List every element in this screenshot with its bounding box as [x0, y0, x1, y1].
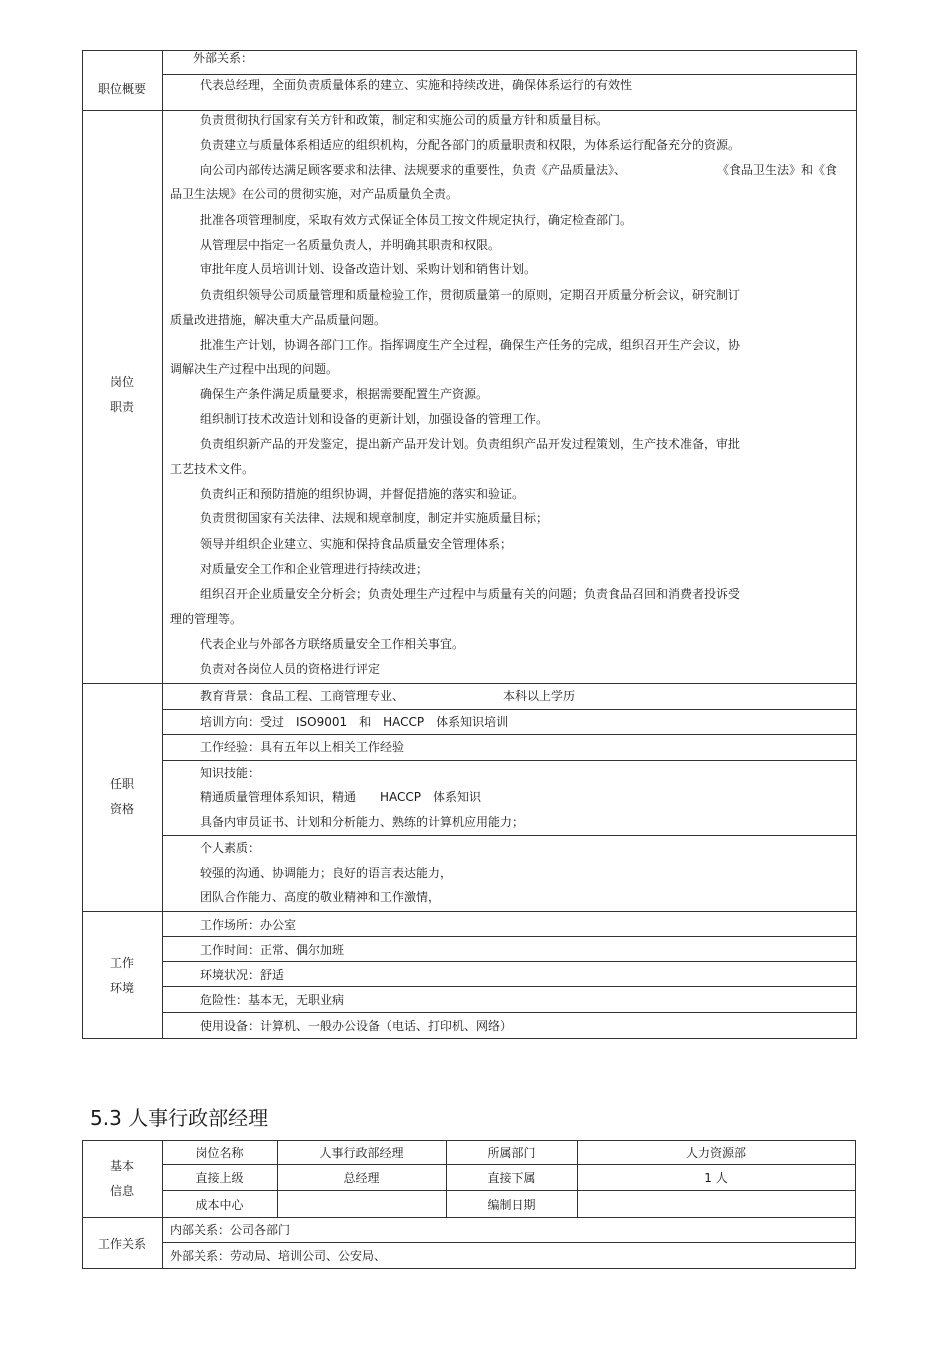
personal-line: 个人素质： — [200, 841, 261, 855]
duty-line: 从管理层中指定一名质量负责人，并明确其职责和权限。 — [200, 238, 501, 252]
training-text: 培训方向：受过 ISO9001 和 HACCP 体系知识培训 — [200, 715, 509, 729]
experience-text: 工作经验：具有五年以上相关工作经验 — [200, 740, 405, 754]
department-label: 所属部门 — [487, 1146, 536, 1160]
basic-info-label-line2: 信息 — [109, 1184, 134, 1198]
environment-label-line1: 工作 — [109, 956, 134, 970]
duty-line: 组织召开企业质量安全分析会；负责处理生产过程中与质量有关的问题；负责食品召回和消费者投诉受 — [200, 587, 741, 601]
duty-line: 品卫生法规》在公司的贯彻实施，对产品质量负全责。 — [170, 187, 459, 201]
qualifications-label-line2: 资格 — [109, 802, 134, 816]
skills-line: 知识技能： — [200, 766, 261, 780]
internal-relations-text: 内部关系：公司各部门 — [170, 1223, 291, 1237]
department-value: 人力资源部 — [685, 1146, 746, 1160]
duties-label-line1: 岗位 — [109, 375, 134, 389]
personal-line: 团队合作能力、高度的敬业精神和工作激情， — [200, 890, 441, 904]
duty-line: 质量改进措施，解决重大产品质量问题。 — [170, 313, 387, 327]
duty-line: 负责纠正和预防措施的组织协调，并督促措施的落实和验证。 — [200, 487, 525, 501]
conditions-text: 环境状况：舒适 — [200, 968, 285, 982]
duty-line: 确保生产条件满足质量要求，根据需要配置生产资源。 — [200, 387, 489, 401]
overview-text: 代表总经理，全面负责质量体系的建立、实施和持续改进，确保体系运行的有效性 — [200, 78, 633, 92]
education-degree: 本科以上学历 — [503, 689, 576, 703]
hazard-text: 危险性：基本无，无职业病 — [200, 993, 345, 1007]
duty-line: 负责组织领导公司质量管理和质量检验工作，贯彻质量第一的原则，定期召开质量分析会议，研究制订 — [200, 288, 741, 302]
duty-line: 负责对各岗位人员的资格进行评定 — [200, 662, 381, 676]
date-label: 编制日期 — [487, 1198, 536, 1212]
subordinates-label: 直接下属 — [487, 1171, 536, 1185]
workplace-text: 工作场所：办公室 — [200, 918, 297, 932]
equipment-text: 使用设备：计算机、一般办公设备（电话、打印机、网络） — [200, 1019, 513, 1033]
personal-line: 较强的沟通、协调能力；良好的语言表达能力， — [200, 866, 453, 880]
overview-label: 职位概要 — [97, 82, 146, 96]
basic-info-label-line1: 基本 — [109, 1159, 134, 1173]
external-relations-text: 外部关系： — [193, 51, 254, 65]
duty-line: 对质量安全工作和企业管理进行持续改进； — [200, 562, 429, 576]
supervisor-label: 直接上级 — [195, 1171, 244, 1185]
environment-label-line2: 环境 — [109, 981, 134, 995]
duty-line: 批准生产计划，协调各部门工作。指挥调度生产全过程，确保生产任务的完成，组织召开生产会议，协 — [200, 338, 741, 352]
external-relations-text-2: 外部关系：劳动局、培训公司、公安局、 — [170, 1249, 387, 1263]
skills-line: 具备内审员证书、计划和分析能力、熟练的计算机应用能力； — [200, 815, 525, 829]
duty-line: 负责贯彻国家有关法律、法规和规章制度，制定并实施质量目标； — [200, 511, 549, 525]
duty-line: 领导并组织企业建立、实施和保持食品质量安全管理体系； — [200, 537, 513, 551]
section-heading: 5.3 人事行政部经理 — [90, 1106, 269, 1130]
duty-line: 工艺技术文件。 — [170, 462, 255, 476]
skills-line: 精通质量管理体系知识，精通 HACCP 体系知识 — [200, 790, 482, 804]
duty-line: 《食品卫生法》和《食 — [717, 163, 838, 177]
supervisor-value: 总经理 — [343, 1171, 380, 1185]
duty-line: 理的管理等。 — [170, 612, 243, 626]
duties-label-line2: 职责 — [109, 400, 134, 414]
duty-line: 组织制订技术改造计划和设备的更新计划，加强设备的管理工作。 — [200, 412, 549, 426]
duty-line: 审批年度人员培训计划、设备改造计划、采购计划和销售计划。 — [200, 262, 537, 276]
duty-line: 负责组织新产品的开发鉴定，提出新产品开发计划。负责组织产品开发过程策划，生产技术准备，审批 — [200, 437, 741, 451]
relations-label: 工作关系 — [97, 1237, 146, 1251]
qualifications-label-line1: 任职 — [109, 777, 134, 791]
duty-line: 调解决生产过程中出现的问题。 — [170, 362, 339, 376]
cost-center-label: 成本中心 — [195, 1198, 244, 1212]
duty-line: 负责建立与质量体系相适应的组织机构，分配各部门的质量职责和权限，为体系运行配备充分的资源。 — [200, 138, 741, 152]
duty-line: 批准各项管理制度，采取有效方式保证全体员工按文件规定执行，确定检查部门。 — [200, 213, 633, 227]
work-hours-text: 工作时间：正常、偶尔加班 — [200, 943, 345, 957]
duty-line: 负责贯彻执行国家有关方针和政策，制定和实施公司的质量方针和质量目标。 — [200, 113, 609, 127]
duty-line: 代表企业与外部各方联络质量安全工作相关事宜。 — [200, 637, 465, 651]
subordinates-value: 1 人 — [704, 1171, 728, 1185]
position-name-label: 岗位名称 — [195, 1146, 244, 1160]
duty-line: 向公司内部传达满足顾客要求和法律、法规要求的重要性，负责《产品质量法》、 — [200, 163, 627, 177]
position-name-value: 人事行政部经理 — [319, 1146, 404, 1160]
education-text: 教育背景：食品工程、工商管理专业、 — [200, 689, 405, 703]
